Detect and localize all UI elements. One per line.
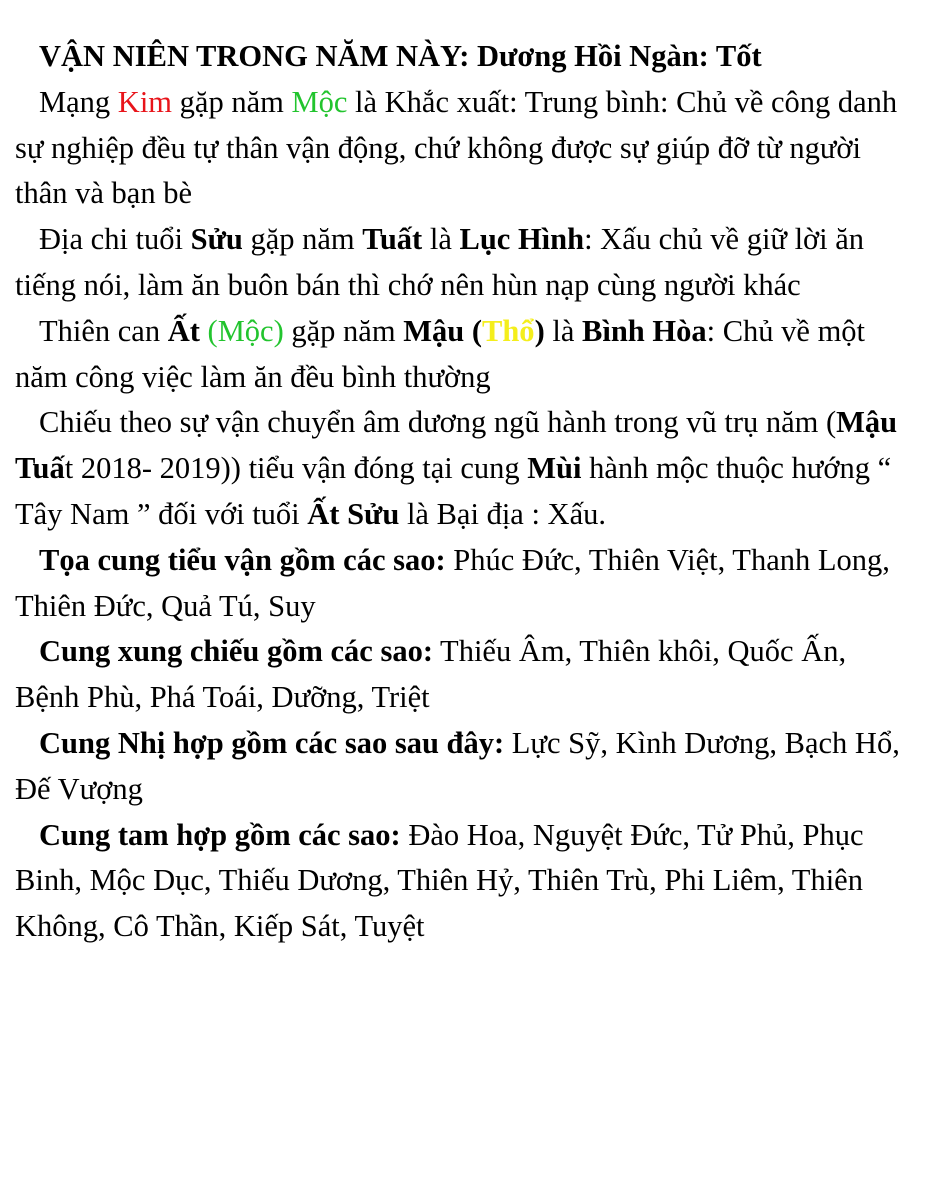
label-xung-chieu: Cung xung chiếu gồm các sao: xyxy=(39,634,433,669)
paragraph-thien-can xyxy=(15,309,915,401)
text-run: là xyxy=(544,313,582,348)
label-toa-cung: Tọa cung tiểu vận gồm các sao: xyxy=(39,542,446,577)
term-luc-hinh: Lục Hình xyxy=(459,222,585,257)
stars-list: Đào Hoa, Nguyệt Đức, Tử Phủ, Phục Binh, Mộc Dục, Thiếu Dương, Thiên Hỷ, Thiên Trù, Phi Liêm, Thiên Không, Cô Thần, Kiếp Sát, Tuyệt xyxy=(15,817,864,944)
text-run: Thiên can xyxy=(39,313,168,348)
text-run: t 2018- 2019)) tiểu vận đóng tại cung xyxy=(64,451,528,486)
term-mui: Mùi xyxy=(527,451,582,486)
text-run: là Bại địa : Xấu. xyxy=(399,496,606,531)
text-run: là xyxy=(422,222,460,257)
stars-list: Thiếu Âm, Thiên khôi, Quốc Ấn, Bệnh Phù, Phá Toái, Dưỡng, Triệt xyxy=(15,634,847,715)
text-run: là Khắc xuất: Trung bình: Chủ về công danh sự nghiệp đều tự thân vận động, chứ không được sự giúp đỡ từ người thân và bạn bè xyxy=(15,84,898,211)
term-at-suu: Ất Sửu xyxy=(307,496,400,531)
element-kim: Kim xyxy=(117,84,173,119)
paragraph-nhi-hop xyxy=(15,721,915,813)
paragraph-toa-cung xyxy=(15,538,915,630)
term-suu: Sửu xyxy=(190,222,243,257)
paragraph-dia-chi xyxy=(15,217,915,309)
document-body xyxy=(15,34,915,950)
element-tho: Thổ xyxy=(482,313,535,348)
text-run: gặp năm xyxy=(283,313,404,348)
stars-list: Lực Sỹ, Kình Dương, Bạch Hổ, Đế Vượng xyxy=(15,725,900,806)
paragraph-xung-chieu xyxy=(15,629,915,721)
text-run: gặp năm xyxy=(242,222,363,257)
text-run: : Xấu chủ về giữ lời ăn tiếng nói, làm ăn buôn bán thì chớ nên hùn nạp cùng người khác xyxy=(15,222,865,302)
term-mau-tuat: Mậu Tuấ xyxy=(15,405,898,486)
label-nhi-hop: Cung Nhị hợp gồm các sao sau đây: xyxy=(39,725,505,760)
document-title xyxy=(15,34,915,80)
term-tuat: Tuất xyxy=(362,222,423,257)
term-mau-close: ) xyxy=(534,313,545,348)
text-run: Địa chi tuổi xyxy=(39,222,191,257)
element-moc-paren: (Mộc) xyxy=(207,313,284,348)
text-run xyxy=(200,314,208,348)
label-tam-hop: Cung tam hợp gồm các sao: xyxy=(39,817,401,852)
term-at: Ất xyxy=(167,313,200,348)
text-run: Chiếu theo sự vận chuyển âm dương ngũ hành trong vũ trụ năm ( xyxy=(39,405,837,440)
stars-list: Phúc Đức, Thiên Việt, Thanh Long, Thiên Đức, Quả Tú, Suy xyxy=(15,542,890,623)
text-run: hành mộc thuộc hướng “ Tây Nam ” đối với tuổi xyxy=(15,451,892,531)
paragraph-chieu-theo xyxy=(15,400,915,537)
paragraph-menh xyxy=(15,80,915,217)
element-moc: Mộc xyxy=(291,84,348,119)
text-run: gặp năm xyxy=(172,84,292,119)
term-mau: Mậu ( xyxy=(403,313,482,348)
term-binh-hoa: Bình Hòa xyxy=(582,313,707,348)
paragraph-tam-hop xyxy=(15,813,915,950)
text-run: : Chủ về một năm công việc làm ăn đều bình thường xyxy=(15,313,866,394)
text-run: Mạng xyxy=(39,84,118,119)
title-text: VẬN NIÊN TRONG NĂM NÀY: Dương Hồi Ngàn: Tốt xyxy=(39,39,762,73)
